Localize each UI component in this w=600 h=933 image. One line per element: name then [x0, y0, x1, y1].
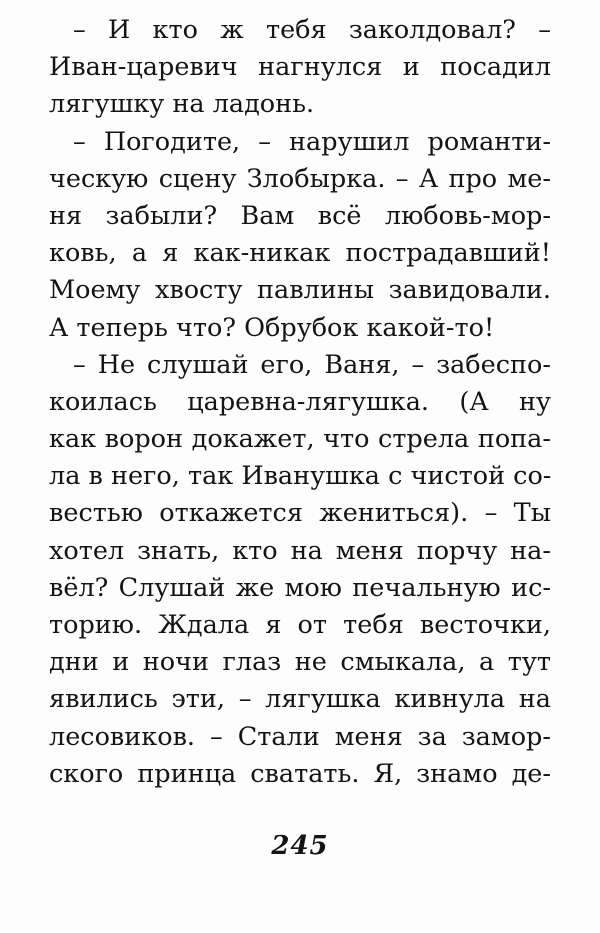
text-line: явились эти, – лягушка кивнула на [49, 684, 551, 715]
text-line: лягушку на ладонь. [49, 89, 315, 120]
text-line: ня забыли? Вам всё любовь-мор- [49, 200, 551, 231]
text-line: дни и ночи глаз не смыкала, а тут [49, 647, 551, 678]
text-line: коилась царевна-лягушка. (А ну [49, 386, 551, 417]
page-number: 245 [271, 831, 329, 861]
text-line: ческую сцену Злобырка. – А про ме- [49, 163, 551, 194]
text-line: вёл? Слушай же мою печальную ис- [49, 572, 551, 603]
text-line: как ворон докажет, что стрела попа- [49, 424, 551, 455]
text-line: – Погодите, – нарушил романти- [73, 126, 551, 157]
text-line: – И кто ж тебя заколдовал? – [73, 15, 551, 45]
text-line: Моему хвосту павлины завидовали. [49, 275, 551, 306]
text-line: ла в него, так Иванушка с чистой со- [49, 461, 552, 492]
text-line: Иван-царевич нагнулся и посадил [49, 52, 551, 83]
text-line: хотел знать, кто на меня порчу на- [49, 535, 551, 566]
text-line: – Не слушай его, Ваня, – забеспо- [73, 349, 551, 380]
text-line: лесовиков. – Стали меня за замор- [49, 721, 551, 752]
text-line: вестью откажется жениться). – Ты [49, 498, 551, 529]
body-text [49, 12, 551, 793]
text-line: ского принца сватать. Я, знамо де- [49, 758, 551, 789]
text-line: торию. Ждала я от тебя весточки, [49, 610, 551, 640]
text-line: ковь, а я как-никак пострадавший! [49, 238, 551, 269]
text-line: А теперь что? Обрубок какой-то! [49, 312, 495, 343]
